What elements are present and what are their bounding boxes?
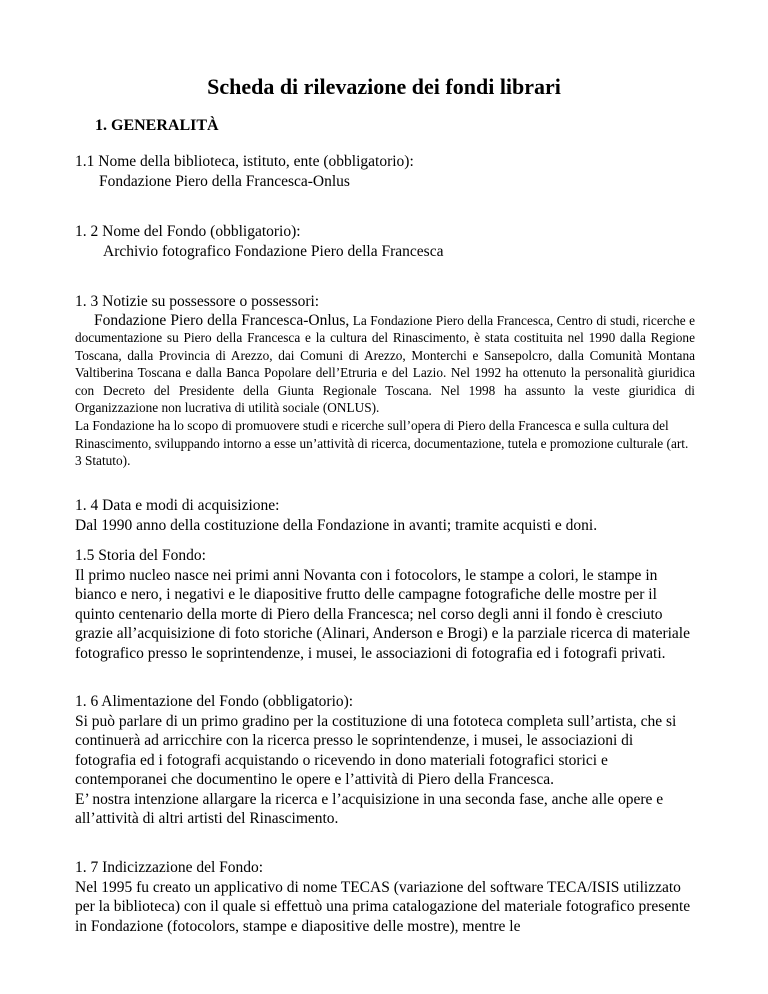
field-1-4-label: 1. 4 Data e modi di acquisizione:	[75, 497, 280, 514]
field-1-4	[75, 496, 695, 535]
field-1-1-value: Fondazione Piero della Francesca-Onlus	[99, 172, 350, 190]
field-1-2-value: Archivio fotografico Fondazione Piero della Francesca	[103, 242, 444, 260]
field-1-6	[75, 692, 695, 829]
field-1-5-value: Il primo nucleo nasce nei primi anni Novanta con i fotocolors, le stampe a colori, le stampe in bianco e nero, i negativi e le diapositive frutto delle campagne fotografiche delle mostre per il quinto centenario della morte di Piero della Francesca; nel corso degli anni il fondo è cresciuto grazie all’acquisizione di foto storiche (Alinari, Anderson e Brogi) e la parziale ricerca di materiale fotografico presso le soprintendenze, i musei, le associazioni di fotografia ed i fotografi privati.	[75, 566, 690, 662]
field-1-6-para1: Si può parlare di un primo gradino per la costituzione di una fototeca completa sull’artista, che si continuerà ad arricchire con la ricerca presso le soprintendenze, i musei, le associazioni di fotografia ed i fotografi acquistando o ricevendo in dono materiali fotografici storici e contemporanei che documentino le opere e l’attività di Piero della Francesca.	[75, 712, 677, 788]
field-1-3-para1	[75, 312, 695, 418]
field-1-7	[75, 858, 695, 936]
field-1-1	[75, 152, 695, 191]
document-title: Scheda di rilevazione dei fondi librari	[207, 74, 561, 99]
field-1-3-para2: La Fondazione ha lo scopo di promuovere studi e ricerche sull’opera di Piero della Francesca e sulla cultura del Rinascimento, sviluppando intorno a esse un’attività di ricerca, documentazione, tutela e promozione culturale (art. 3 Statuto).	[75, 418, 689, 469]
field-1-7-value: Nel 1995 fu creato un applicativo di nome TECAS (variazione del software TECA/ISIS utilizzato per la biblioteca) con il quale si effettuò una prima catalogazione del materiale fotografico presente in Fondazione (fotocolors, stampe e diapositive delle mostre), mentre le	[75, 878, 691, 935]
field-1-5-label: 1.5 Storia del Fondo:	[75, 547, 206, 564]
field-1-6-para2: E’ nostra intenzione allargare la ricerca e l’acquisizione in una seconda fase, anche alle opere e all’attività di altri artisti del Rinascimento.	[75, 790, 664, 827]
owner-history: La Fondazione Piero della Francesca, Centro di studi, ricerche e documentazione su Piero della Francesca e la cultura del Rinascimento, è stata costituita nel 1990 dalla Regione Toscana, dalla Provincia di Arezzo, dai Comuni di Arezzo, Monterchi e Sansepolcro, dalla Comunità Montana Valtiberina Toscana e dalla Banca Popolare dell’Etruria e del Lazio. Nel 1992 ha ottenuto la personalità giuridica con Decreto del Presidente della Giunta Regionale Toscana. Nel 1998 ha assunto la veste giuridica di Organizzazione non lucrativa di utilità sociale (ONLUS).	[75, 312, 695, 416]
field-1-2	[75, 222, 695, 261]
field-1-2-label: 1. 2 Nome del Fondo (obbligatorio):	[75, 223, 301, 240]
field-1-5	[75, 546, 695, 663]
field-1-3-label: 1. 3 Notizie su possessore o possessori:	[75, 293, 320, 310]
field-1-6-label: 1. 6 Alimentazione del Fondo (obbligatorio):	[75, 693, 354, 710]
field-1-7-label: 1. 7 Indicizzazione del Fondo:	[75, 859, 264, 876]
section-heading-generalita: 1. GENERALITÀ	[95, 117, 219, 134]
owner-name: Fondazione Piero della Francesca-Onlus,	[94, 311, 350, 329]
field-1-1-label: 1.1 Nome della biblioteca, istituto, ente (obbligatorio):	[75, 153, 414, 170]
field-1-4-value: Dal 1990 anno della costituzione della Fondazione in avanti; tramite acquisti e doni.	[75, 516, 598, 534]
field-1-3	[75, 292, 695, 470]
